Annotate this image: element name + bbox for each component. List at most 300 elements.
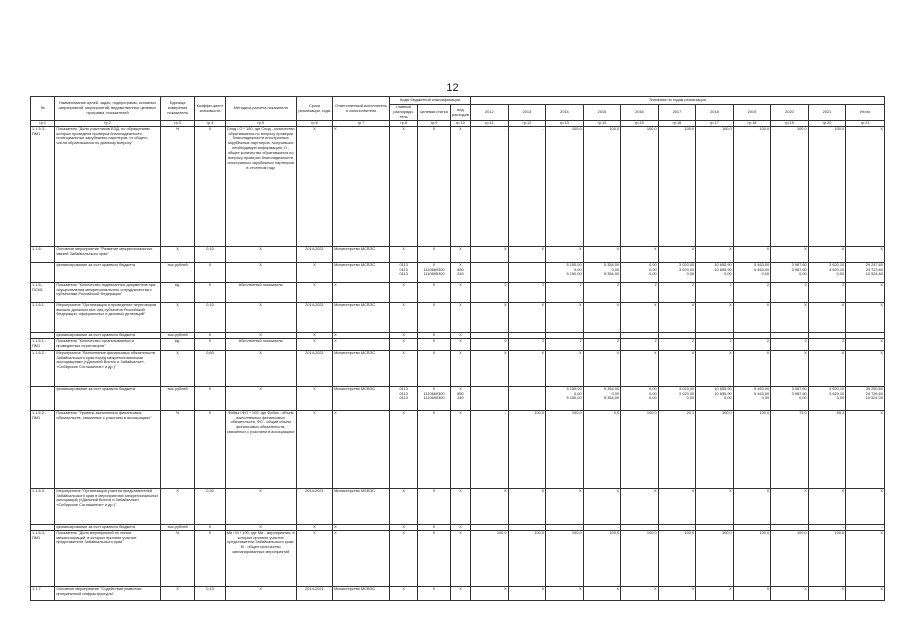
header-year: 2013 [508,105,546,121]
row-code-grbs: Х [389,302,417,332]
row-year-value: Х [471,302,509,332]
row-year-value: Х [546,488,584,524]
row-number: 1.1.6.1.-ПМ1 [31,338,55,350]
table-body [31,121,885,601]
row-total: Х [846,338,885,350]
row-year-value: Х [733,488,771,524]
row-year-value: Х [658,350,696,386]
row-year-value: Х [471,246,509,262]
column-number: гр.1 [31,121,55,127]
row-total: Х [846,586,885,600]
row-coef: Х [195,332,225,338]
row-code-vr: Х [450,586,470,600]
header-year: 2015 [583,105,621,121]
row-year-value: Х [508,302,546,332]
row-year-value: Х [808,586,846,600]
row-code-vr: Х [450,282,470,302]
column-number: гр.10 [450,121,470,127]
row-code-cs: Х [418,488,450,524]
row-code-grbs: 0113 0113 0113 [389,262,417,282]
row-year-value: 2 [621,338,659,350]
row-responsible: Х [333,282,390,302]
row-year-value: 100,0 [733,530,771,586]
row-year-value: 5 463,00 5 463,00 0,00 [733,386,771,410]
table-row [31,386,885,410]
header-year: 2017 [658,105,696,121]
row-code-cs: Х [418,282,450,302]
row-year-value: 2 [733,338,771,350]
row-year-value: 100,0 [621,410,659,488]
row-code-cs: Х [418,586,450,600]
table-row [31,126,885,246]
row-year-value [471,262,509,282]
row-year-value: - [621,524,659,530]
row-year-value [508,386,546,410]
row-terms: Х [296,126,333,246]
row-method: Х [225,350,296,386]
row-method: Х [225,246,296,262]
row-year-value: 100,0 [733,410,771,488]
row-year-value: 2 [808,338,846,350]
row-name: Показатель "Количество подписанных документов при осуществлении межрегионального сотрудничества с субъектами Российской Федерации" [55,282,160,302]
row-code-cs: Х [418,350,450,386]
row-year-value: 3 620,10 3 620,10 0,00 [808,386,846,410]
row-year-value: Х [733,350,771,386]
table-row [31,586,885,600]
row-year-value: Х [696,246,734,262]
header-coef: Коэффи-циент значимости [195,97,225,121]
row-code-vr: Х [450,126,470,246]
row-year-value: Х [471,586,509,600]
column-number: гр.15 [621,121,659,127]
row-code-grbs: Х [389,586,417,600]
row-name: финансирование за счет краевого бюджета [55,524,160,530]
program-indicators-table [30,96,885,601]
row-name: Мероприятие "Выполнение финансовых обязательств Забайкальского края перед межрегиональными ассоциациями («Дальний Восток и Забайкалье», «Сибирское Соглашение» и др.)" [55,350,160,386]
row-total: - [846,524,885,530]
row-year-value: 2 [696,338,734,350]
header-year: 2019 [733,105,771,121]
row-responsible: Министерство МСВЭС [333,350,390,386]
row-year-value: 0,0 [583,410,621,488]
row-year-value: Х [658,488,696,524]
row-year-value: 100,0 [508,530,546,586]
header-num: № [31,97,55,121]
row-coef: 0,10 [195,246,225,262]
row-year-value: 2 [808,282,846,302]
row-terms: 2014-2021 [296,488,333,524]
row-year-value: 5 354,00 0,00 5 354,00 [583,262,621,282]
row-responsible: Х [333,338,390,350]
row-responsible: Министерство МСВЭС [333,586,390,600]
row-year-value: 2 [583,338,621,350]
row-number: 1.1.6.3. [31,488,55,524]
row-responsible: Х [333,410,390,488]
row-year-value: 2 [658,282,696,302]
row-name: финансирование за счет краевого бюджета [55,262,160,282]
row-total: Х [846,246,885,262]
row-year-value: Х [546,246,584,262]
row-year-value: 2 [508,338,546,350]
row-number: 1.1.6.2. [31,350,55,386]
row-unit: тыс.рублей [160,262,194,282]
row-code-vr: Х [450,302,470,332]
row-code-vr: Х 850 240 [450,262,470,282]
row-year-value: 2 [733,282,771,302]
row-total: Х [846,302,885,332]
table-row [31,350,885,386]
row-year-value: Х [808,246,846,262]
header-codes: Коды бюджетной классификации [389,97,470,105]
row-year-value: Х [658,246,696,262]
row-year-value: - [471,410,509,488]
table-row [31,282,885,302]
row-number: 1.1.6.3.-ПМ1 [31,530,55,586]
header-responsible: Ответственный исполнитель и соисполнители [333,97,390,121]
row-total: Х [846,410,885,488]
row-code-cs: Х [418,530,450,586]
row-total: Х [846,126,885,246]
row-method: Ми / М * 100, где Ми - мероприятия, в которых приняли участие представители Забайкальского края; М - общее количество запланированных мероприятий [225,530,296,586]
row-year-value: 2 [508,282,546,302]
row-terms: Х [296,530,333,586]
row-number: 1.1.6.2.-ПМ1 [31,410,55,488]
row-unit: Х [160,586,194,600]
column-number: гр.14 [583,121,621,127]
row-coef: Х [195,338,225,350]
column-number: гр.19 [771,121,809,127]
row-total: Х [846,530,885,586]
column-number: гр.20 [808,121,846,127]
row-year-value: 3 987,60 3 987,60 0,00 [771,262,809,282]
header-name: Наименование целей, задач, подпрограмм, основных мероприятий, мероприятий, ведомственных целевых программ, показателей [55,97,160,121]
row-year-value: Х [546,302,584,332]
row-year-value: 5 150,00 0,00 5 150,00 [546,262,584,282]
row-year-value: 100,0 [471,530,509,586]
row-coef: 0,10 [195,586,225,600]
row-terms: 2014-2021 [296,350,333,386]
column-number: гр.17 [696,121,734,127]
row-coef: Х [195,262,225,282]
row-year-value: 0,00 0,00 0,00 [621,386,659,410]
row-year-value: Х [471,350,509,386]
row-method: Фобяз / ФО * 100, где Фобяз - объем выполненных финансовых обязательств, ФО - общий объем финансовых обязательств, связанных с участием в ассоциациях [225,410,296,488]
row-year-value: Х [771,246,809,262]
row-coef: 0,60 [195,350,225,386]
row-terms: Х [296,386,333,410]
header-year: 2012 [471,105,509,121]
row-year-value: 100,0 [546,410,584,488]
row-terms: Х [296,262,333,282]
row-code-grbs: Х [389,524,417,530]
row-year-value: Х [696,350,734,386]
row-responsible: Министерство МСВЭС [333,488,390,524]
row-year-value: Х [583,586,621,600]
row-year-value: 2 [771,282,809,302]
row-terms: Х [296,332,333,338]
row-year-value: 2 [583,282,621,302]
header-year: 2018 [696,105,734,121]
row-code-cs: Х [418,338,450,350]
row-year-value: 100,0 [658,126,696,246]
row-responsible: Х [333,332,390,338]
row-year-value: Х [621,488,659,524]
row-year-value: Х [733,586,771,600]
row-unit: Х [160,488,194,524]
table-row [31,338,885,350]
row-number: 1.1.5.3.-ПМ1 [31,126,55,246]
row-year-value: 2 [546,338,584,350]
row-year-value: Х [658,302,696,332]
row-code-vr: Х [450,524,470,530]
row-year-value: 10 655,90 10 655,90 0,00 [696,386,734,410]
row-unit: ед. [160,338,194,350]
row-year-value: Х [696,302,734,332]
row-year-value: Х [658,586,696,600]
row-year-value: Х [771,302,809,332]
row-responsible: Х [333,524,390,530]
row-code-cs: Х 1110669300 1110695300 [418,262,450,282]
row-unit: % [160,410,194,488]
row-code-vr: Х [450,338,470,350]
column-number: гр.3 [160,121,194,127]
column-number: гр.5 [225,121,296,127]
row-year-value: Х [621,586,659,600]
row-method: Х [225,488,296,524]
row-year-value: 3 987,60 3 987,60 0,00 [771,386,809,410]
row-year-value: Х [621,246,659,262]
row-year-value: 0 [471,338,509,350]
row-terms: 2014-2021 [296,246,333,262]
row-year-value: Х [696,586,734,600]
row-code-grbs: 0113 0113 0113 [389,386,417,410]
row-code-cs: Х [418,126,450,246]
row-responsible: Министерство МСВЭС [333,386,390,410]
row-terms: 2014-2021 [296,302,333,332]
row-unit: Х [160,302,194,332]
row-year-value: 100,0 [583,530,621,586]
row-name: Основное мероприятие "Развитие межрегиональных связей Забайкальского края" [55,246,160,262]
column-number: гр.12 [508,121,546,127]
row-year-value [508,262,546,282]
row-year-value: 10 655,90 10 655,90 0,00 [696,262,734,282]
column-number: гр.8 [389,121,417,127]
row-method: Абсолютный показатель [225,338,296,350]
row-year-value: 3 020,00 3 020,00 0,00 [658,262,696,282]
row-year-value: 5 463,00 5 463,00 0,00 [733,262,771,282]
row-name: Мероприятие "Организация и проведение переговоров высших должностных лиц субъектов Российской Федерации, официальных и деловых делегаций" [55,302,160,332]
row-responsible: Х [333,530,390,586]
row-year-value: Х [583,246,621,262]
row-year-value: Х [621,302,659,332]
row-code-vr: Х [450,332,470,338]
row-year-value: - [508,126,546,246]
row-year-value: 2 [471,282,509,302]
row-code-vr: Х [450,488,470,524]
row-name: Показатель "Уровень выполнения финансовых обязательств, связанных с участием в ассоциациях" [55,410,160,488]
row-year-value: 100,0 [546,530,584,586]
row-code-vr: Х 850 240 [450,386,470,410]
row-terms: Х [296,282,333,302]
row-code-cs: Х [418,246,450,262]
row-year-value: Х [733,302,771,332]
row-coef: Х [195,126,225,246]
table-row [31,488,885,524]
row-year-value: 100,0 [771,126,809,246]
column-number: гр.18 [733,121,771,127]
row-year-value: 100,0 [696,530,734,586]
row-year-value: 100,0 [808,126,846,246]
row-year-value: Х [808,350,846,386]
row-year-value: - [583,524,621,530]
row-code-cs: Х [418,410,450,488]
row-method: Х [225,332,296,338]
row-year-value: 5 354,00 0,00 5 354,00 [583,386,621,410]
row-year-value: 2 [696,282,734,302]
row-code-grbs: Х [389,246,417,262]
column-number: гр.7 [333,121,390,127]
row-year-value: - [696,524,734,530]
row-unit: Х [160,246,194,262]
row-unit: тыс.рублей [160,524,194,530]
column-number: гр.11 [471,121,509,127]
row-year-value: - [471,126,509,246]
column-number: гр.9 [418,121,450,127]
header-year: 2021 [808,105,846,121]
row-year-value: Х [546,350,584,386]
row-number: 1.1.7. [31,586,55,600]
header-code-grbs: главный распоряди-тель [389,105,417,121]
row-code-grbs: Х [389,488,417,524]
row-year-value: 100,0 [733,126,771,246]
header-method: Методика расчета показателя [225,97,296,121]
row-coef: Х [195,386,225,410]
row-year-value [471,386,509,410]
row-coef: Х [195,282,225,302]
table-row [31,410,885,488]
row-year-value: 100,0 [808,530,846,586]
row-code-grbs: Х [389,282,417,302]
column-number: гр.16 [658,121,696,127]
row-year-value: - [808,524,846,530]
row-code-vr: Х [450,350,470,386]
row-code-grbs: Х [389,126,417,246]
header-year: 2014 [546,105,584,121]
header-year: 2020 [771,105,809,121]
row-unit: % [160,530,194,586]
column-number: гр.4 [195,121,225,127]
page-number: 12 [446,82,459,94]
row-method: Абсолютный показатель [225,282,296,302]
row-terms: 2014-2021 [296,586,333,600]
row-total: 35 250,60 24 726,60 10 524,00 [846,386,885,410]
row-year-value: Х [733,246,771,262]
column-number: гр.21 [846,121,885,127]
row-year-value: Х [771,586,809,600]
row-year-value: 20,1 [658,410,696,488]
row-name: Основное мероприятие "Содействие развитию приграничной инфраструктуры" [55,586,160,600]
row-code-cs: Х [418,302,450,332]
row-responsible: Министерство МСВЭС [333,302,390,332]
header-total: Итого [846,105,885,121]
table-row [31,246,885,262]
row-total: Х [846,282,885,302]
row-method: Х [225,302,296,332]
table-row [31,262,885,282]
header-values: Значения по годам реализации [471,97,885,105]
row-terms: Х [296,338,333,350]
header-code-vr: вид расходов [450,105,470,121]
row-year-value: 3 620,10 3 620,10 0,00 [808,262,846,282]
header-code-cs: целевая статья [418,105,450,121]
row-code-cs: Х 1110669300 1110695300 [418,386,450,410]
row-year-value: Х [771,350,809,386]
row-unit: тыс.рублей [160,332,194,338]
row-code-vr: Х [450,410,470,488]
row-coef: Х [195,410,225,488]
row-unit: ед. [160,282,194,302]
row-year-value: 73,0 [771,410,809,488]
row-year-value: 2 [546,282,584,302]
row-code-cs: Х [418,524,450,530]
row-total: Х [846,488,885,524]
row-year-value: Х [471,488,509,524]
row-responsible: Х [333,126,390,246]
row-code-grbs: Х [389,332,417,338]
header-year: 2016 [621,105,659,121]
row-year-value: Х [583,488,621,524]
row-year-value: - [771,524,809,530]
row-number: 1.1.6.1. [31,302,55,332]
row-code-grbs: Х [389,350,417,386]
row-unit: тыс.рублей [160,386,194,410]
row-year-value: 100,0 [621,530,659,586]
row-name: Показатель "Доля участников ВЭД, по обращениям которых проведена проверка благонадежности потенциальных зарубежных партнеров, от общего числа обратившихся по данному вопросу" [55,126,160,246]
row-unit: Х [160,350,194,386]
row-coef: 0,10 [195,302,225,332]
row-number: 1.1.6. [31,246,55,262]
row-name: финансирование за счет краевого бюджета [55,386,160,410]
row-method: Х [225,524,296,530]
table-row [31,530,885,586]
row-year-value: 100,0 [621,126,659,246]
row-terms: Х [296,410,333,488]
row-number [31,262,55,282]
row-year-value: - [471,524,509,530]
row-year-value: 100,0 [696,410,734,488]
row-name: Мероприятие "Организация участия представителей Забайкальского края в мероприятиях межрегиональных ассоциаций («Дальний Восток и Забайкалье», «Сибирское Соглашение» и др.)" [55,488,160,524]
row-year-value: Х [771,488,809,524]
row-name: Показатель "Доля мероприятий по линии межассоциаций, в которых приняли участие представители Забайкальского края" [55,530,160,586]
row-method: Х [225,386,296,410]
row-year-value: Х [508,350,546,386]
row-year-value: Х [808,488,846,524]
row-year-value: Х [583,350,621,386]
table-row [31,302,885,332]
row-year-value: 100,0 [658,530,696,586]
row-responsible: Министерство МСВЭС [333,262,390,282]
row-year-value: 2 [658,338,696,350]
row-code-grbs: Х [389,530,417,586]
column-number: гр.6 [296,121,333,127]
row-year-value: - [546,524,584,530]
row-year-value: 65,3 [808,410,846,488]
column-number: гр.13 [546,121,584,127]
header-unit: Единица измерения показателя [160,97,194,121]
row-year-value: Х [508,488,546,524]
row-year-value: 100,0 [508,410,546,488]
row-year-value: 100,0 [696,126,734,246]
